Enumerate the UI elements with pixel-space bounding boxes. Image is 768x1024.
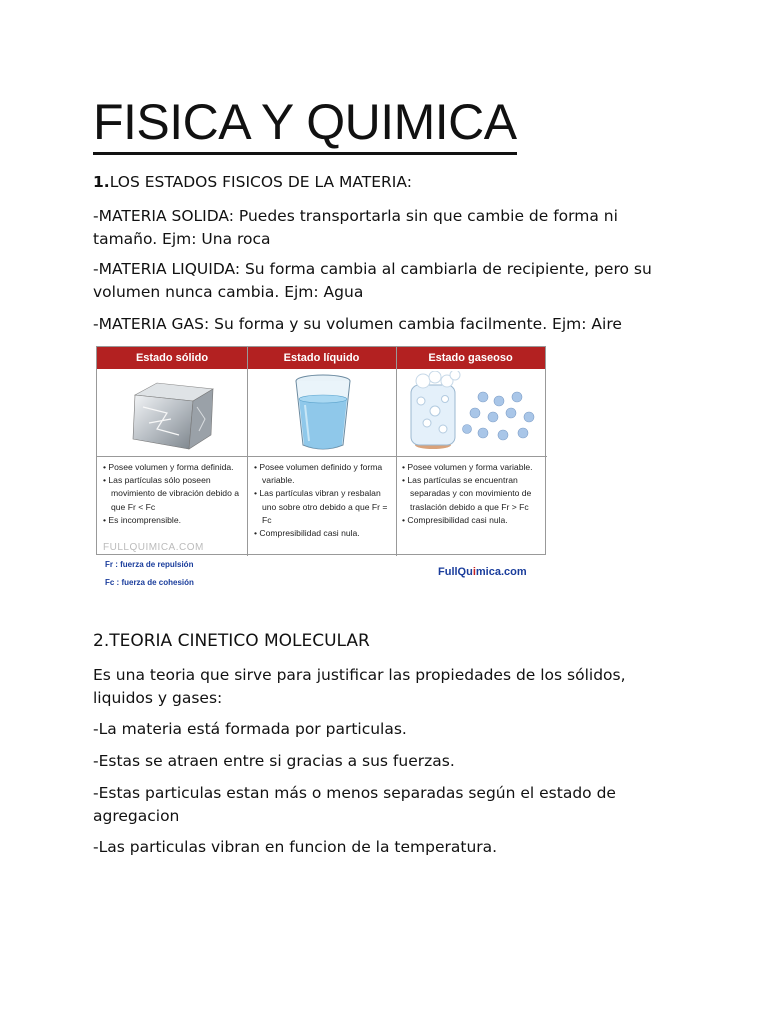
- solid-bullets: [103, 461, 243, 527]
- section2-intro: Es una teoria que sirve para justificar las propiedades de los sólidos, liquidos y gases:: [93, 666, 626, 707]
- header-gas: Estado gaseoso: [396, 347, 545, 369]
- section2-item: -Estas particulas estan más o menos separadas según el estado de agregacion: [93, 784, 616, 825]
- legend-fr: Fr : fuerza de repulsión: [105, 560, 194, 569]
- states-of-matter-figure: [96, 346, 548, 592]
- states-table: [96, 346, 546, 555]
- section2-item: -La materia está formada por particulas.: [93, 720, 407, 738]
- brand-suffix: mica.com: [475, 566, 527, 578]
- page-title: FISICA Y QUIMICA: [93, 92, 517, 155]
- liquid-paragraph: -MATERIA LIQUIDA: Su forma cambia al cambiarla de recipiente, pero su volumen nunca cambia. Ejm: Agua: [93, 260, 652, 301]
- liquid-bullets: [254, 461, 392, 540]
- gas-container-icon: [405, 371, 545, 455]
- gas-bullet: • Compresibilidad casi nula.: [402, 514, 542, 527]
- water-glass-icon: [293, 373, 353, 453]
- section1-heading: [93, 171, 683, 194]
- header-solid: Estado sólido: [97, 347, 247, 369]
- column-divider: [247, 347, 248, 556]
- gas-bullet: • Posee volumen y forma variable.: [402, 461, 542, 474]
- liquid-bullet: • Las partículas vibran y resbalan uno sobre otro debido a que Fr = Fc: [254, 487, 392, 527]
- brand-mid: i: [472, 566, 476, 578]
- section1-number: 1.: [93, 173, 110, 191]
- section2-item: -Las particulas vibran en funcion de la temperatura.: [93, 838, 498, 856]
- row-divider: [97, 456, 547, 457]
- watermark: FULLQUIMICA.COM: [103, 542, 204, 553]
- liquid-bullet: • Compresibilidad casi nula.: [254, 527, 392, 540]
- solid-bullet: • Las partículas sólo poseen movimiento de vibración debido a que Fr < Fc: [103, 474, 243, 514]
- solid-bullet: • Es incomprensible.: [103, 514, 243, 527]
- section2-heading: 2.TEORIA CINETICO MOLECULAR: [93, 631, 370, 651]
- column-divider: [396, 347, 397, 556]
- gas-paragraph: -MATERIA GAS: Su forma y su volumen cambia facilmente. Ejm: Aire: [93, 315, 622, 333]
- brand-prefix: FullQu: [438, 566, 473, 578]
- section2-item: -Estas se atraen entre si gracias a sus fuerzas.: [93, 752, 455, 770]
- fullquimica-logo: [438, 566, 527, 578]
- liquid-bullet: • Posee volumen definido y forma variable.: [254, 461, 392, 487]
- solid-paragraph: -MATERIA SOLIDA: Puedes transportarla sin que cambie de forma ni tamaño. Ejm: Una roca: [93, 207, 618, 248]
- header-liquid: Estado líquido: [247, 347, 396, 369]
- section1-heading-text: LOS ESTADOS FISICOS DE LA MATERIA:: [109, 173, 412, 191]
- gas-bullet: • Las partículas se encuentran separadas y con movimiento de traslación debido a que Fr > Fc: [402, 474, 542, 514]
- gas-bullets: [402, 461, 542, 527]
- solid-bullet: • Posee volumen y forma definida.: [103, 461, 243, 474]
- legend-fc: Fc : fuerza de cohesión: [105, 578, 194, 587]
- ice-cube-icon: [127, 379, 219, 453]
